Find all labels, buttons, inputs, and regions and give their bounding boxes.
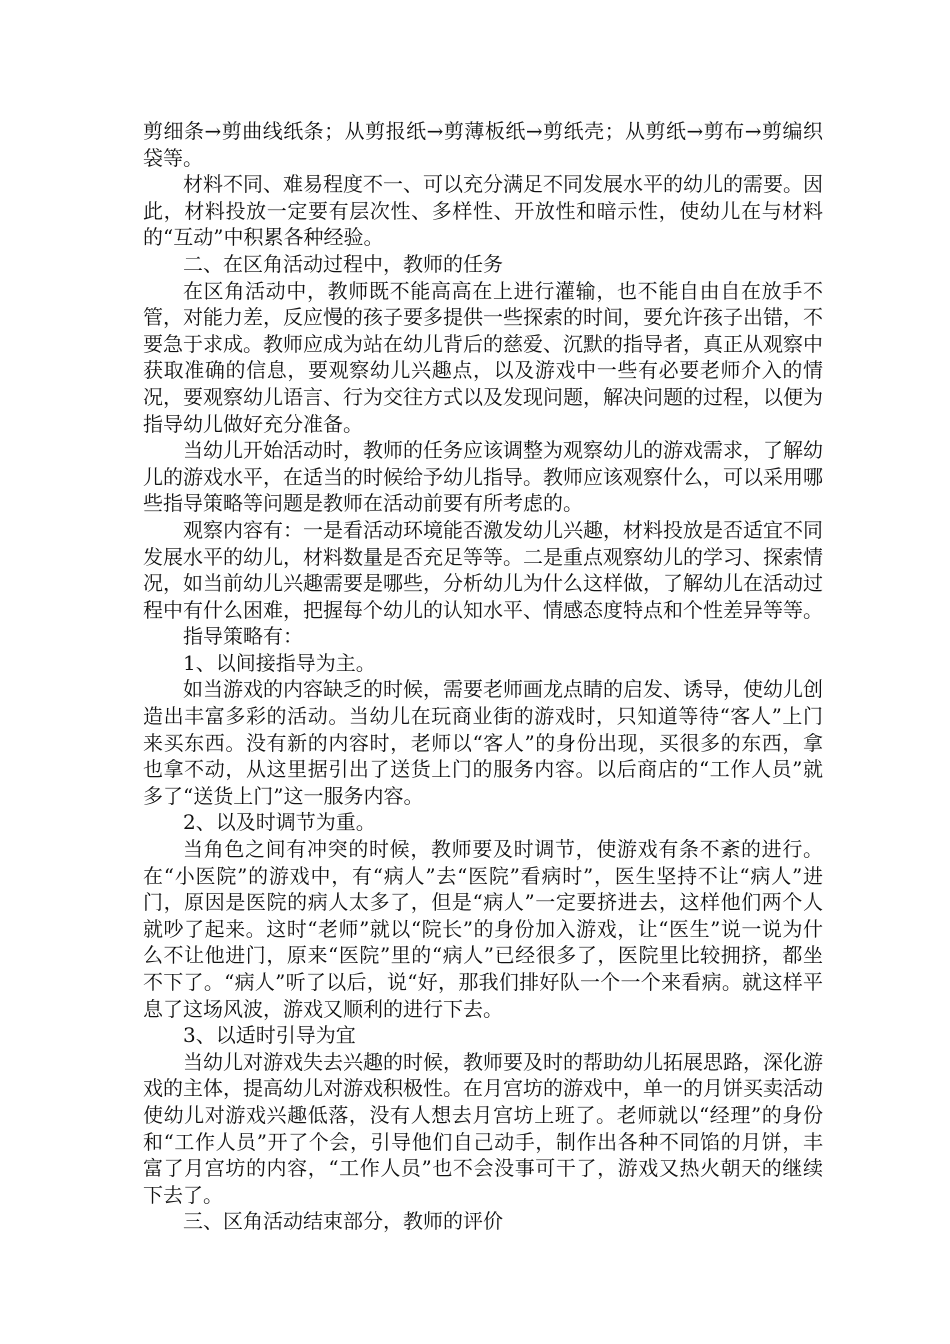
paragraph-teacher-task: 当幼儿开始活动时，教师的任务应该调整为观察幼儿的游戏需求，了解幼儿的游戏水平，在适当的时候给予幼儿指导。教师应该观察什么，可以采用哪些指导策略等问题是教师在活动前要有所考虑的。: [143, 438, 823, 516]
subheading-guidance-strategies: 指导策略有：: [183, 624, 303, 649]
section-heading-2: 二、在区角活动过程中，教师的任务: [183, 251, 503, 276]
paragraph-observation-content: 观察内容有：一是看活动环境能否激发幼儿兴趣，材料投放是否适宜不同发展水平的幼儿，材料数量是否充足等等。二是重点观察幼儿的学习、探索情况，如当前幼儿兴趣需要是哪些，分析幼儿为什么这样做，了解幼儿在活动过程中有什么困难，把握每个幼儿的认知水平、情感态度特点和个性差异等等。: [143, 517, 823, 622]
paragraph-teacher-role: 在区角活动中，教师既不能高高在上进行灌输，也不能自由自在放手不管，对能力差，反应慢的孩子要多提供一些探索的时间，要允许孩子出错，不要急于求成。教师应成为站在幼儿背后的慈爱、沉默的指导者，真正从观察中获取准确的信息，要观察幼儿兴趣点，以及游戏中一些有必要老师介入的情况，要观察幼儿语言、行为交往方式以及发现问题，解决问题的过程，以便为指导幼儿做好充分准备。: [143, 278, 823, 436]
document-page: [143, 118, 823, 1235]
paragraph-strategy-2: 当角色之间有冲突的时候，教师要及时调节，使游戏有条不紊的进行。在“小医院”的游戏中，有“病人”去“医院”看病时”，医生坚持不让“病人”进门，原因是医院的病人太多了，但是“病人”一定要挤进去，这样他们两个人就吵了起来。这时“老师”就以“院长”的身份加入游戏，让“医生”说一说为什么不让他进门，原来“医院”里的“病人”已经很多了，医院里比较拥挤，都坐不下了。“病人”听了以后，说“好，那我们排好队一个一个来看病。就这样平息了这场风波，游戏又顺利的进行下去。: [143, 837, 823, 1021]
paragraph-strategy-3: 当幼儿对游戏失去兴趣的时候，教师要及时的帮助幼儿拓展思路，深化游戏的主体，提高幼儿对游戏积极性。在月宫坊的游戏中，单一的月饼买卖活动使幼儿对游戏兴趣低落，没有人想去月宫坊上班了。老师就以“经理”的身份和“工作人员”开了个会，引导他们自己动手，制作出各种不同馅的月饼，丰富了月宫坊的内容，“工作人员”也不会没事可干了，游戏又热火朝天的继续下去了。: [143, 1049, 823, 1207]
section-heading-3: 三、区角活动结束部分，教师的评价: [183, 1209, 503, 1234]
paragraph-strategy-1: 如当游戏的内容缺乏的时候，需要老师画龙点睛的启发、诱导，使幼儿创造出丰富多彩的活动。当幼儿在玩商业街的游戏时，只知道等待“客人”上门来买东西。没有新的内容时，老师以“客人”的身份出现，买很多的东西，拿也拿不动，从这里据引出了送货上门的服务内容。以后商店的“工作人员”就多了“送货上门”这一服务内容。: [143, 677, 823, 808]
paragraph-cutting-sequence: 剪细条→剪曲线纸条；从剪报纸→剪薄板纸→剪纸壳；从剪纸→剪布→剪编织袋等。: [143, 119, 823, 170]
subheading-strategy-1: 1、以间接指导为主。: [183, 650, 376, 675]
paragraph-material-difficulty: 材料不同、难易程度不一、可以充分满足不同发展水平的幼儿的需要。因此，材料投放一定要有层次性、多样性、开放性和暗示性，使幼儿在与材料的“互动”中积累各种经验。: [143, 172, 823, 250]
subheading-strategy-3: 3、以适时引导为宜: [183, 1023, 356, 1048]
subheading-strategy-2: 2、以及时调节为重。: [183, 810, 376, 835]
